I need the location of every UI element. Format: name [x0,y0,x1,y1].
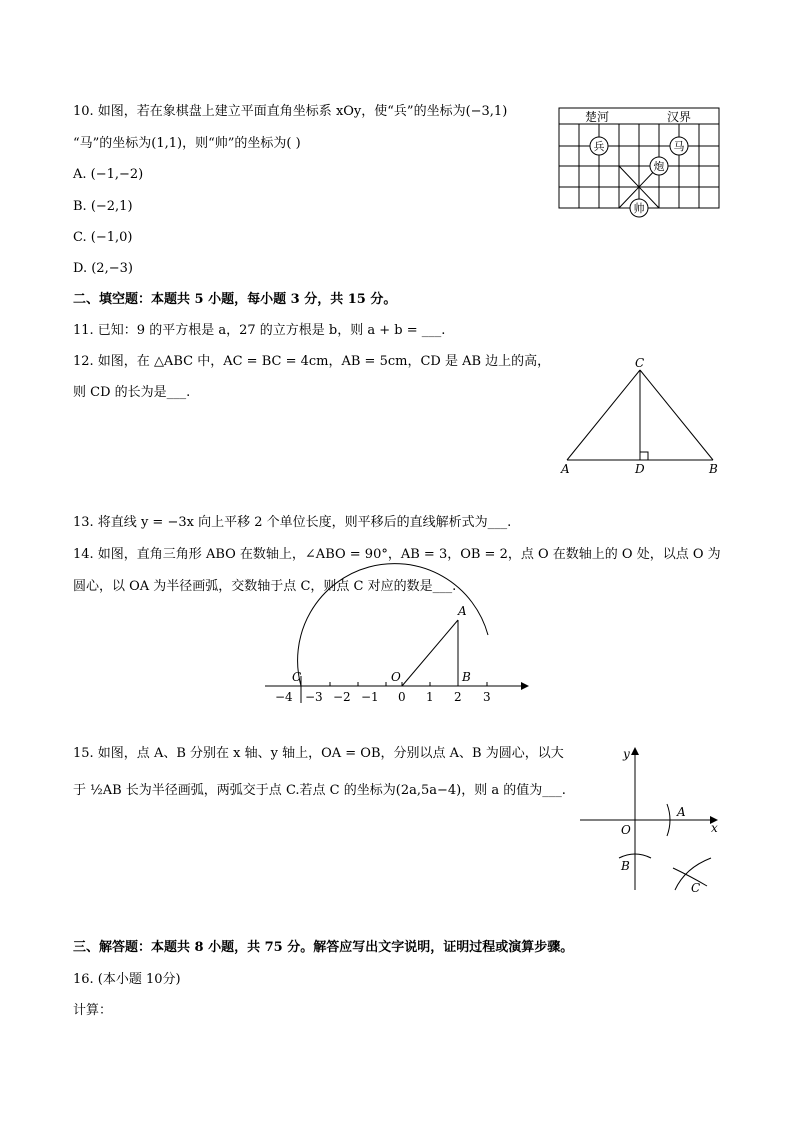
q10-option-b: B. (−2,1) [73,199,133,214]
svg-text:帅: 帅 [633,202,645,215]
label-c: C [635,356,645,370]
section2-heading: 二、填空题：本题共 5 小题，每小题 3 分，共 15 分。 [73,292,397,307]
chess-board-figure [555,104,725,219]
point-c-label: C [292,670,302,684]
tick-2: 2 [454,690,462,704]
board-river-left: 楚河 [585,110,610,124]
q10-option-d: D. (2,−3) [73,261,133,276]
point-a15-label: A [677,805,686,819]
piece-bing [590,137,608,155]
point-b15-label: B [621,859,630,873]
q12-line2: 则 CD 的长为是___. [73,385,191,400]
axis-y-label: y [623,747,630,761]
q10-option-c: C. (−1,0) [73,230,133,245]
tick-1: 1 [426,690,434,704]
point-c15-label: C [691,881,701,895]
q15-line2: 于 ½AB 长为半径画弧，两弧交于点 C.若点 C 的坐标为(2a,5a−4)，则 a 的值为___. [73,783,566,798]
label-d: D [635,462,645,476]
q14-line2: 圆心，以 OA 为半径画弧，交数轴于点 C，则点 C 对应的数是___. [73,579,457,594]
tick-3: 3 [483,690,491,704]
svg-text:马: 马 [673,140,685,153]
svg-text:兵: 兵 [593,140,605,153]
point-a-label: A [458,604,467,618]
number-line-figure [260,600,540,710]
piece-shuai [630,199,648,217]
axis-x-label: x [711,821,718,835]
q10-line1: 10. 如图，若在象棋盘上建立平面直角坐标系 xOy，使“兵”的坐标为(−3,1) [73,104,508,119]
tick-neg3: −3 [305,690,323,704]
q15-line1: 15. 如图，点 A、B 分别在 x 轴、y 轴上，OA = OB，分别以点 A、B 为圆心，以大 [73,746,564,761]
point-o-label: O [391,670,401,684]
label-b: B [709,462,718,476]
q16-prompt: 计算： [73,1003,113,1018]
q14-line1: 14. 如图，直角三角形 ABO 在数轴上，∠ABO = 90°，AB = 3，OB = 2，点 O 在数轴上的 O 处，以点 O 为 [73,547,721,562]
axes-arcs-figure [575,740,725,900]
piece-pao [650,157,668,175]
svg-text:炮: 炮 [653,160,665,173]
label-a: A [561,462,570,476]
triangle-figure [555,355,730,480]
tick-neg2: −2 [333,690,351,704]
tick-neg4: −4 [275,690,293,704]
tick-0: 0 [398,690,406,704]
q12-line1: 12. 如图，在 △ABC 中，AC = BC = 4cm，AB = 5cm，CD 是 AB 边上的高， [73,354,551,369]
origin-label: O [621,823,631,837]
tick-neg1: −1 [361,690,379,704]
section3-heading: 三、解答题：本题共 8 小题，共 75 分。解答应写出文字说明，证明过程或演算步骤。 [73,940,574,955]
q11-text: 11. 已知：9 的平方根是 a，27 的立方根是 b，则 a + b = ___. [73,323,446,338]
point-b-label: B [462,670,471,684]
piece-ma [670,137,688,155]
q10-option-a: A. (−1,−2) [73,167,144,182]
board-river-right: 汉界 [667,110,692,124]
q10-line2: “马”的坐标为(1,1)，则“帅”的坐标为( ) [73,136,301,151]
q16-title: 16. (本小题 10分) [73,972,181,987]
q13-text: 13. 将直线 y = −3x 向上平移 2 个单位长度，则平移后的直线解析式为___. [73,515,512,530]
